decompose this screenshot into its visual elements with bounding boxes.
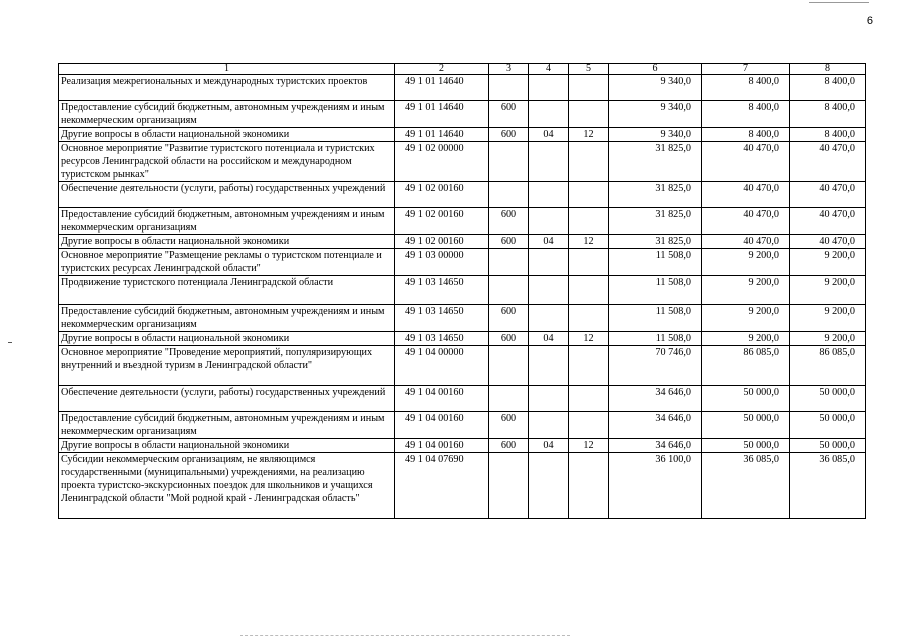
row-value-7: 86 085,0 bbox=[702, 346, 790, 386]
table-row bbox=[59, 182, 866, 208]
row-pr bbox=[569, 208, 609, 235]
row-vr bbox=[489, 453, 529, 519]
row-code: 49 1 02 00160 bbox=[395, 235, 489, 249]
row-name: Другие вопросы в области национальной экономики bbox=[59, 235, 395, 249]
row-value-7: 9 200,0 bbox=[702, 305, 790, 332]
row-pr: 12 bbox=[569, 439, 609, 453]
table-row bbox=[59, 386, 866, 412]
row-value-8: 86 085,0 bbox=[790, 346, 866, 386]
table-row bbox=[59, 249, 866, 276]
row-vr: 600 bbox=[489, 412, 529, 439]
row-value-7: 36 085,0 bbox=[702, 453, 790, 519]
table-body bbox=[59, 75, 866, 519]
row-rz: 04 bbox=[529, 128, 569, 142]
row-value-7: 8 400,0 bbox=[702, 101, 790, 128]
row-pr bbox=[569, 182, 609, 208]
row-name: Субсидии некоммерческим организациям, не являющимся государственными (муниципальными) учреждениями, на реализацию проекта туристско-экскурсионных поездок для школьников и учащихся Ленинградской области "Мой родной край - Ленинградская область" bbox=[59, 453, 395, 519]
header-cell: 8 bbox=[790, 64, 866, 75]
row-value-8: 8 400,0 bbox=[790, 128, 866, 142]
table-row bbox=[59, 439, 866, 453]
row-value-8: 9 200,0 bbox=[790, 249, 866, 276]
row-pr bbox=[569, 142, 609, 182]
table-row bbox=[59, 412, 866, 439]
header-cell: 1 bbox=[59, 64, 395, 75]
row-rz bbox=[529, 305, 569, 332]
row-value-8: 40 470,0 bbox=[790, 235, 866, 249]
row-value-8: 8 400,0 bbox=[790, 101, 866, 128]
row-code: 49 1 04 00160 bbox=[395, 386, 489, 412]
row-value-6: 70 746,0 bbox=[609, 346, 702, 386]
row-vr bbox=[489, 142, 529, 182]
table-row bbox=[59, 128, 866, 142]
row-name: Обеспечение деятельности (услуги, работы) государственных учреждений bbox=[59, 386, 395, 412]
row-value-6: 36 100,0 bbox=[609, 453, 702, 519]
margin-mark bbox=[8, 342, 12, 343]
row-value-6: 31 825,0 bbox=[609, 235, 702, 249]
row-code: 49 1 03 14650 bbox=[395, 305, 489, 332]
row-code: 49 1 04 00160 bbox=[395, 412, 489, 439]
row-value-7: 40 470,0 bbox=[702, 142, 790, 182]
row-vr: 600 bbox=[489, 208, 529, 235]
row-value-7: 8 400,0 bbox=[702, 128, 790, 142]
row-vr: 600 bbox=[489, 128, 529, 142]
row-rz bbox=[529, 182, 569, 208]
row-value-8: 36 085,0 bbox=[790, 453, 866, 519]
row-rz: 04 bbox=[529, 235, 569, 249]
header-cell: 7 bbox=[702, 64, 790, 75]
row-value-7: 50 000,0 bbox=[702, 439, 790, 453]
row-value-6: 34 646,0 bbox=[609, 439, 702, 453]
row-vr bbox=[489, 276, 529, 305]
row-value-8: 50 000,0 bbox=[790, 412, 866, 439]
table-row bbox=[59, 142, 866, 182]
row-value-6: 11 508,0 bbox=[609, 249, 702, 276]
row-name: Основное мероприятие "Размещение рекламы о туристском потенциале и туристских ресурсах Ленинградской области" bbox=[59, 249, 395, 276]
row-value-8: 9 200,0 bbox=[790, 332, 866, 346]
row-value-6: 31 825,0 bbox=[609, 182, 702, 208]
row-code: 49 1 02 00160 bbox=[395, 208, 489, 235]
row-vr bbox=[489, 249, 529, 276]
row-pr bbox=[569, 249, 609, 276]
row-value-6: 11 508,0 bbox=[609, 305, 702, 332]
row-pr bbox=[569, 412, 609, 439]
row-code: 49 1 01 14640 bbox=[395, 75, 489, 101]
row-code: 49 1 04 00000 bbox=[395, 346, 489, 386]
row-pr: 12 bbox=[569, 235, 609, 249]
row-rz bbox=[529, 208, 569, 235]
header-cell: 2 bbox=[395, 64, 489, 75]
table-row bbox=[59, 75, 866, 101]
header-cell: 5 bbox=[569, 64, 609, 75]
table-row bbox=[59, 101, 866, 128]
row-pr bbox=[569, 101, 609, 128]
row-value-8: 8 400,0 bbox=[790, 75, 866, 101]
row-name: Предоставление субсидий бюджетным, автономным учреждениям и иным некоммерческим организациям bbox=[59, 305, 395, 332]
row-value-8: 50 000,0 bbox=[790, 386, 866, 412]
row-code: 49 1 03 00000 bbox=[395, 249, 489, 276]
row-rz bbox=[529, 142, 569, 182]
table-row bbox=[59, 208, 866, 235]
row-pr bbox=[569, 75, 609, 101]
row-value-7: 8 400,0 bbox=[702, 75, 790, 101]
row-name: Другие вопросы в области национальной экономики bbox=[59, 332, 395, 346]
row-value-8: 9 200,0 bbox=[790, 305, 866, 332]
row-rz bbox=[529, 346, 569, 386]
row-value-7: 40 470,0 bbox=[702, 208, 790, 235]
row-rz bbox=[529, 453, 569, 519]
row-value-7: 50 000,0 bbox=[702, 412, 790, 439]
row-code: 49 1 02 00160 bbox=[395, 182, 489, 208]
row-vr: 600 bbox=[489, 439, 529, 453]
row-value-6: 11 508,0 bbox=[609, 332, 702, 346]
row-value-8: 40 470,0 bbox=[790, 182, 866, 208]
row-vr bbox=[489, 75, 529, 101]
row-value-7: 40 470,0 bbox=[702, 182, 790, 208]
page-number: 6 bbox=[866, 15, 873, 27]
row-vr: 600 bbox=[489, 101, 529, 128]
row-vr: 600 bbox=[489, 332, 529, 346]
row-value-6: 34 646,0 bbox=[609, 412, 702, 439]
row-name: Предоставление субсидий бюджетным, автономным учреждениям и иным некоммерческим организациям bbox=[59, 412, 395, 439]
row-rz bbox=[529, 412, 569, 439]
row-name: Предоставление субсидий бюджетным, автономным учреждениям и иным некоммерческим организациям bbox=[59, 101, 395, 128]
row-vr bbox=[489, 182, 529, 208]
header-row bbox=[59, 64, 866, 75]
row-code: 49 1 03 14650 bbox=[395, 276, 489, 305]
header-cell: 4 bbox=[529, 64, 569, 75]
row-code: 49 1 01 14640 bbox=[395, 101, 489, 128]
row-value-6: 31 825,0 bbox=[609, 208, 702, 235]
table-row bbox=[59, 276, 866, 305]
header-cell: 6 bbox=[609, 64, 702, 75]
row-pr bbox=[569, 453, 609, 519]
row-value-6: 34 646,0 bbox=[609, 386, 702, 412]
row-code: 49 1 03 14650 bbox=[395, 332, 489, 346]
row-pr: 12 bbox=[569, 332, 609, 346]
top-rule bbox=[809, 2, 869, 3]
table-row bbox=[59, 305, 866, 332]
row-value-6: 9 340,0 bbox=[609, 75, 702, 101]
row-value-8: 40 470,0 bbox=[790, 142, 866, 182]
row-vr: 600 bbox=[489, 305, 529, 332]
table-row bbox=[59, 332, 866, 346]
table-row bbox=[59, 346, 866, 386]
row-name: Другие вопросы в области национальной экономики bbox=[59, 128, 395, 142]
row-value-6: 31 825,0 bbox=[609, 142, 702, 182]
row-value-6: 9 340,0 bbox=[609, 101, 702, 128]
row-rz bbox=[529, 386, 569, 412]
table-row bbox=[59, 235, 866, 249]
row-vr bbox=[489, 386, 529, 412]
table-row bbox=[59, 453, 866, 519]
row-value-6: 11 508,0 bbox=[609, 276, 702, 305]
row-rz: 04 bbox=[529, 439, 569, 453]
row-pr: 12 bbox=[569, 128, 609, 142]
row-rz: 04 bbox=[529, 332, 569, 346]
row-value-7: 9 200,0 bbox=[702, 249, 790, 276]
row-value-8: 50 000,0 bbox=[790, 439, 866, 453]
row-name: Реализация межрегиональных и международных туристских проектов bbox=[59, 75, 395, 101]
row-value-7: 50 000,0 bbox=[702, 386, 790, 412]
row-name: Продвижение туристского потенциала Ленинградской области bbox=[59, 276, 395, 305]
row-rz bbox=[529, 101, 569, 128]
budget-table bbox=[58, 63, 866, 519]
row-name: Предоставление субсидий бюджетным, автономным учреждениям и иным некоммерческим организациям bbox=[59, 208, 395, 235]
row-name: Другие вопросы в области национальной экономики bbox=[59, 439, 395, 453]
row-pr bbox=[569, 386, 609, 412]
row-name: Обеспечение деятельности (услуги, работы) государственных учреждений bbox=[59, 182, 395, 208]
row-name: Основное мероприятие "Проведение мероприятий, популяризирующих внутренний и въездной туризм в Ленинградской области" bbox=[59, 346, 395, 386]
header-cell: 3 bbox=[489, 64, 529, 75]
row-code: 49 1 04 07690 bbox=[395, 453, 489, 519]
row-value-8: 40 470,0 bbox=[790, 208, 866, 235]
row-vr: 600 bbox=[489, 235, 529, 249]
row-value-6: 9 340,0 bbox=[609, 128, 702, 142]
row-code: 49 1 02 00000 bbox=[395, 142, 489, 182]
row-rz bbox=[529, 276, 569, 305]
row-rz bbox=[529, 75, 569, 101]
row-pr bbox=[569, 305, 609, 332]
row-code: 49 1 01 14640 bbox=[395, 128, 489, 142]
row-vr bbox=[489, 346, 529, 386]
row-pr bbox=[569, 346, 609, 386]
row-value-7: 40 470,0 bbox=[702, 235, 790, 249]
row-value-7: 9 200,0 bbox=[702, 332, 790, 346]
row-rz bbox=[529, 249, 569, 276]
row-value-8: 9 200,0 bbox=[790, 276, 866, 305]
row-code: 49 1 04 00160 bbox=[395, 439, 489, 453]
row-name: Основное мероприятие "Развитие туристского потенциала и туристских ресурсов Ленинградской области на российском и международном туристском рынках" bbox=[59, 142, 395, 182]
row-pr bbox=[569, 276, 609, 305]
bottom-scan-line bbox=[240, 635, 570, 636]
row-value-7: 9 200,0 bbox=[702, 276, 790, 305]
table-header bbox=[59, 64, 866, 75]
